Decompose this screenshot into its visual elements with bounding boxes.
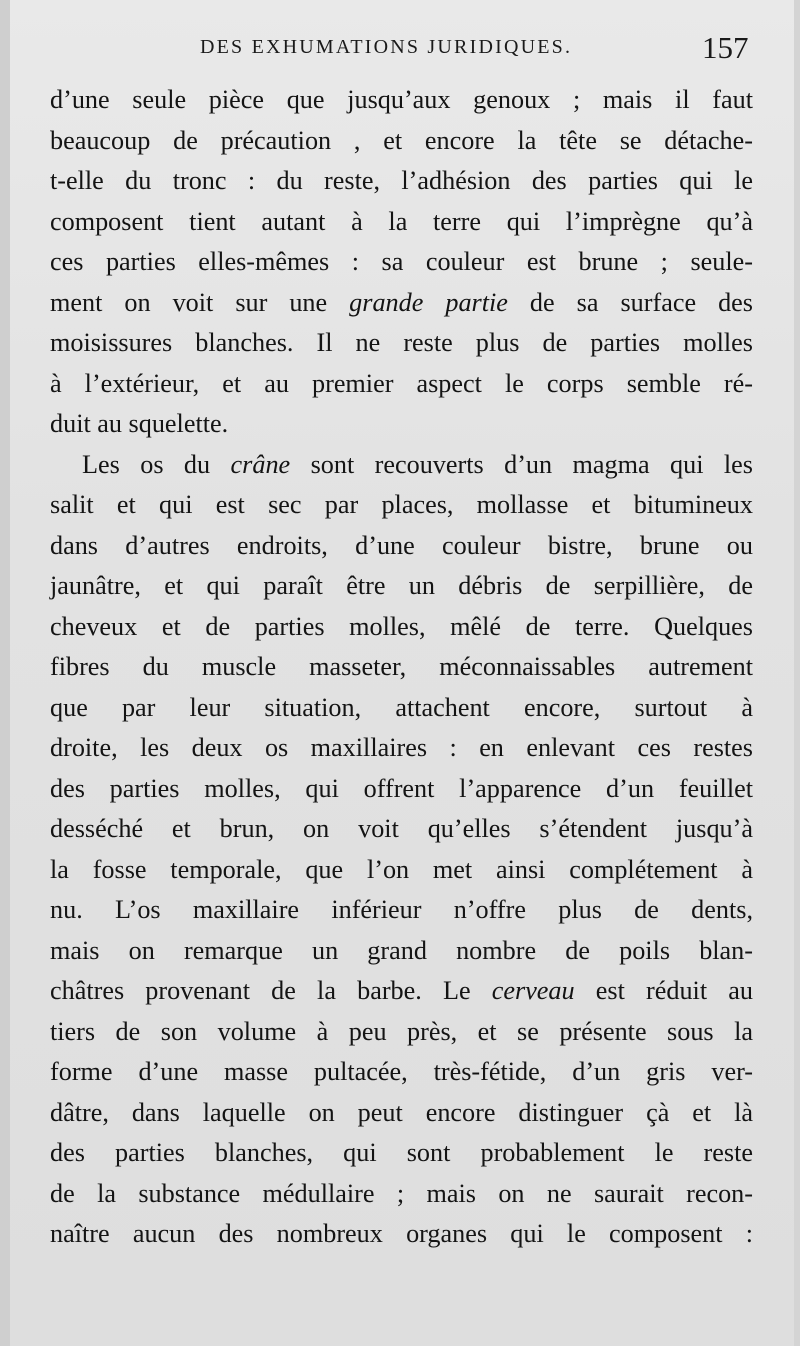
text-line: [50, 971, 753, 1012]
text-line: à l’extérieur, et au premier aspect le corps semble ré-: [50, 368, 753, 398]
text-line: jaunâtre, et qui paraît être un débris de serpillière, de: [50, 571, 753, 600]
text-line: cheveux et de parties molles, mêlé de terre. Quelques: [50, 611, 753, 641]
text-line: naître aucun des nombreux organes qui le composent :: [50, 1219, 753, 1248]
text-line: composent tient autant à la terre qui l’imprègne qu’à: [50, 206, 753, 236]
text-line: des parties blanches, qui sont probablement le reste: [50, 1138, 753, 1167]
text-line: tiers de son volume à peu près, et se présente sous la: [50, 1016, 753, 1046]
text-line: beaucoup de précaution , et encore la tête se détache-: [50, 125, 753, 155]
text-line: dans d’autres endroits, d’une couleur bistre, brune ou: [50, 530, 753, 560]
line-text: ment on voit sur une: [50, 287, 350, 317]
line-text: châtres provenant de la barbe. Le: [50, 976, 492, 1005]
line-text: de sa surface des: [507, 287, 753, 317]
text-line: desséché et brun, on voit qu’elles s’étendent jusqu’à: [50, 814, 753, 843]
text-line: la fosse temporale, que l’on met ainsi complétement à: [50, 854, 753, 884]
italic-term: grande partie: [349, 287, 508, 317]
line-text: Les os du: [82, 449, 231, 479]
italic-term: cerveau: [491, 976, 575, 1005]
text-line: des parties molles, qui offrent l’apparence d’un feuillet: [50, 773, 753, 803]
body-text: [50, 80, 753, 1255]
text-line: mais on remarque un grand nombre de poils blan-: [50, 935, 753, 965]
text-line: t-elle du tronc : du reste, l’adhésion des parties qui le: [50, 166, 753, 195]
text-line: de la substance médullaire ; mais on ne saurait recon-: [50, 1178, 753, 1208]
text-line: forme d’une masse pultacée, très-fétide, d’un gris ver-: [50, 1057, 753, 1086]
italic-term: crâne: [230, 449, 291, 479]
running-title: DES EXHUMATIONS JURIDIQUES.: [200, 36, 573, 58]
text-line: ces parties elles-mêmes : sa couleur est brune ; seule-: [50, 247, 753, 276]
text-line: duit au squelette.: [50, 409, 229, 438]
line-text: sont recouverts d’un magma qui les: [290, 449, 753, 479]
text-line: fibres du muscle masseter, méconnaissables autrement: [50, 652, 753, 681]
text-line: nu. L’os maxillaire inférieur n’offre plus de dents,: [50, 895, 753, 924]
text-line: d’une seule pièce que jusqu’aux genoux ; mais il faut: [50, 85, 753, 114]
text-line: moisissures blanches. Il ne reste plus de parties molles: [50, 328, 753, 357]
text-line: droite, les deux os maxillaires : en enlevant ces restes: [50, 733, 753, 762]
text-line: [50, 283, 753, 324]
text-line: que par leur situation, attachent encore, surtout à: [50, 692, 753, 722]
line-text: est réduit au: [574, 976, 753, 1005]
text-line: dâtre, dans laquelle on peut encore distinguer çà et là: [50, 1097, 753, 1127]
text-line: salit et qui est sec par places, mollasse et bitumineux: [50, 490, 753, 519]
text-line: [50, 445, 753, 486]
page-number: 157: [702, 30, 749, 65]
